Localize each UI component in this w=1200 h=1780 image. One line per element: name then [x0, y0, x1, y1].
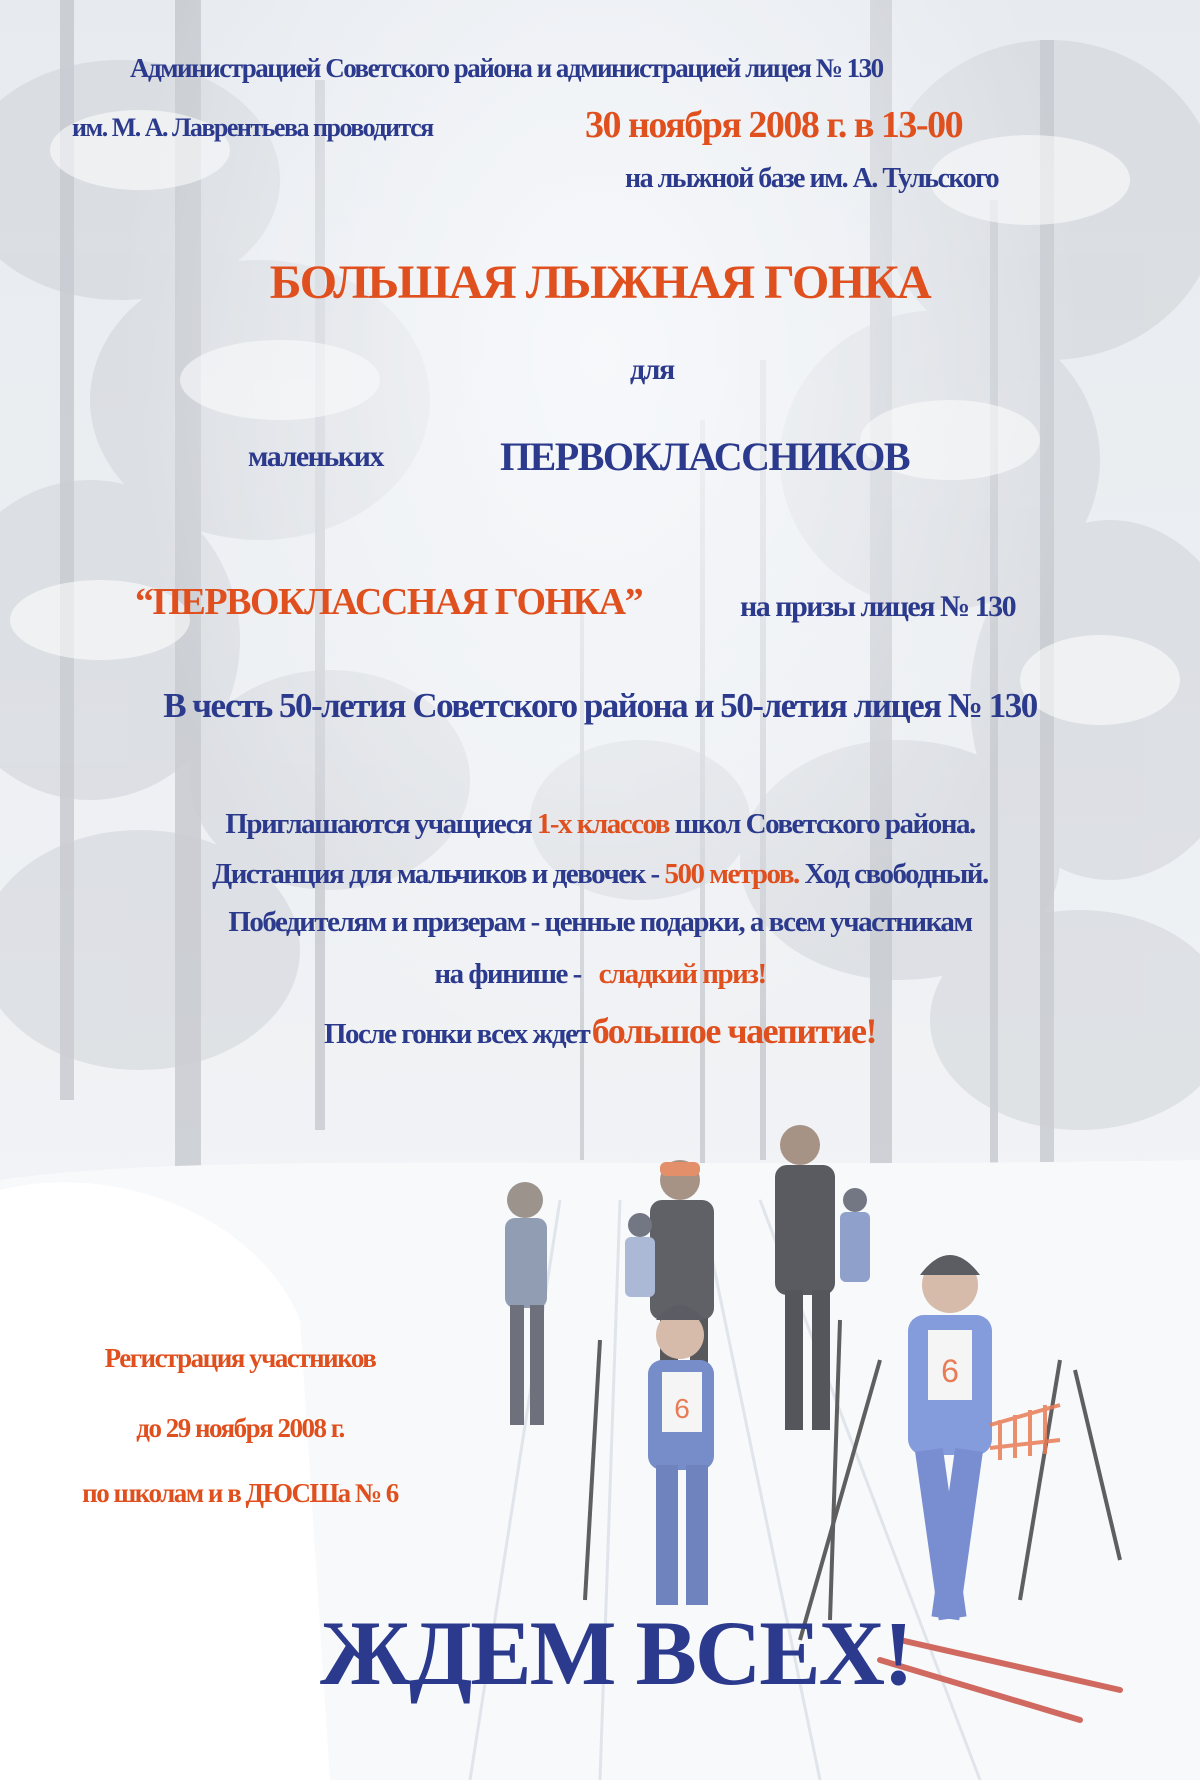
- info-line-1: [0, 808, 1200, 841]
- info-line-2: [0, 858, 1200, 891]
- title-first-graders: ПЕРВОКЛАССНИКОВ: [500, 434, 910, 479]
- tea-party-text: большое чаепитие!: [591, 1011, 877, 1051]
- race-name: “ПЕРВОКЛАССНАЯ ГОНКА”: [135, 581, 643, 623]
- title-for: для: [630, 353, 674, 386]
- race-honor: В честь 50-летия Советского района и 50-летия лицея № 130: [163, 686, 1037, 725]
- invited-text: Приглашаются учащиеся: [225, 808, 532, 840]
- info-line-4: [0, 958, 1200, 991]
- distance-label: Дистанция для мальчиков и девочек -: [212, 858, 659, 890]
- registration-deadline: до 29 ноября 2008 г.: [136, 1413, 344, 1443]
- svg-text:6: 6: [941, 1353, 959, 1389]
- event-date: 30 ноября 2008 г. в 13-00: [585, 104, 963, 146]
- title-small: маленьких: [248, 440, 383, 473]
- distance-value: 500 метров.: [664, 858, 799, 890]
- svg-text:6: 6: [674, 1393, 690, 1424]
- grade-text: 1-х классов: [536, 808, 669, 840]
- main-title: БОЛЬШАЯ ЛЫЖНАЯ ГОНКА: [269, 256, 931, 309]
- sweet-prize-text: сладкий приз!: [598, 958, 766, 990]
- header-organizers-cont: им. М. А. Лаврентьева проводится: [72, 113, 433, 142]
- header-organizers: Администрацией Советского района и администрацией лицея № 130: [130, 53, 883, 83]
- event-location: на лыжной базе им. А. Тульского: [625, 163, 999, 194]
- registration-place: по школам и в ДЮСШа № 6: [82, 1478, 398, 1508]
- after-race-text: После гонки всех ждет: [323, 1018, 590, 1050]
- info-line-5: [0, 1010, 1200, 1052]
- style-text: Ход свободный.: [804, 858, 988, 890]
- schools-text: школ Советского района.: [674, 808, 975, 840]
- finish-text: на финише -: [434, 958, 581, 990]
- registration-line-1: Регистрация участников: [104, 1343, 376, 1373]
- footer-slogan: ЖДЕМ ВСЕХ!: [320, 1602, 912, 1704]
- info-line-3: Победителям и призерам - ценные подарки, а всем участникам: [228, 906, 972, 938]
- race-prizes: на призы лицея № 130: [740, 590, 1016, 623]
